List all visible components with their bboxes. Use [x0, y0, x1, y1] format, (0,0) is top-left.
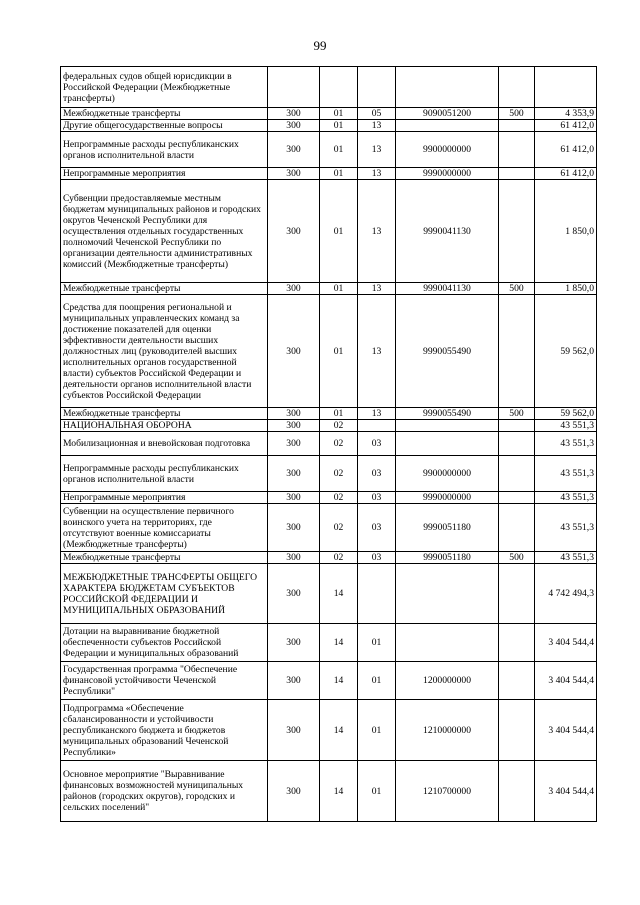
section-code: 01: [320, 283, 358, 295]
subsection-code: 13: [358, 132, 396, 168]
target-code: [396, 67, 499, 108]
amount: 3 404 544,4: [535, 761, 597, 822]
expense-type-code: 500: [499, 552, 535, 564]
amount: 43 551,3: [535, 492, 597, 504]
section-code: 14: [320, 761, 358, 822]
amount: 3 404 544,4: [535, 624, 597, 662]
ministry-code: 300: [268, 108, 320, 120]
target-code: [396, 120, 499, 132]
amount: 43 551,3: [535, 420, 597, 432]
table-row: [61, 432, 597, 456]
subsection-code: 13: [358, 283, 396, 295]
row-name: Другие общегосударственные вопросы: [61, 120, 268, 132]
subsection-code: 01: [358, 624, 396, 662]
section-code: 01: [320, 120, 358, 132]
expense-type-code: [499, 180, 535, 283]
row-name: Государственная программа "Обеспечение финансовой устойчивости Чеченской Республики": [61, 662, 268, 700]
section-code: 01: [320, 295, 358, 408]
ministry-code: 300: [268, 552, 320, 564]
amount: 43 551,3: [535, 456, 597, 492]
budget-table: [60, 66, 597, 822]
target-code: 1210700000: [396, 761, 499, 822]
expense-type-code: [499, 67, 535, 108]
table-row: [61, 492, 597, 504]
table-row: [61, 180, 597, 283]
target-code: 9900000000: [396, 456, 499, 492]
table-row: [61, 456, 597, 492]
section-code: 01: [320, 132, 358, 168]
amount: 1 850,0: [535, 283, 597, 295]
subsection-code: 03: [358, 552, 396, 564]
ministry-code: 300: [268, 456, 320, 492]
expense-type-code: 500: [499, 408, 535, 420]
amount: 59 562,0: [535, 408, 597, 420]
table-row: [61, 108, 597, 120]
ministry-code: 300: [268, 180, 320, 283]
amount: 43 551,3: [535, 552, 597, 564]
row-name: Межбюджетные трансферты: [61, 408, 268, 420]
row-name: Непрограммные расходы республиканских органов исполнительной власти: [61, 132, 268, 168]
expense-type-code: [499, 132, 535, 168]
amount: 61 412,0: [535, 168, 597, 180]
table-row: [61, 168, 597, 180]
section-code: 02: [320, 456, 358, 492]
amount: 4 742 494,3: [535, 564, 597, 624]
row-name: Основное мероприятие "Выравнивание финансовых возможностей муниципальных районов (городских округов), городских и сельских поселений": [61, 761, 268, 822]
section-code: 02: [320, 432, 358, 456]
section-code: 14: [320, 624, 358, 662]
section-code: 02: [320, 492, 358, 504]
table-row: [61, 120, 597, 132]
table-row: [61, 67, 597, 108]
subsection-code: [358, 564, 396, 624]
subsection-code: 03: [358, 492, 396, 504]
target-code: 9990055490: [396, 408, 499, 420]
amount: [535, 67, 597, 108]
subsection-code: 03: [358, 456, 396, 492]
expense-type-code: 500: [499, 108, 535, 120]
table-row: [61, 761, 597, 822]
expense-type-code: [499, 700, 535, 761]
ministry-code: 300: [268, 408, 320, 420]
target-code: 9990041130: [396, 180, 499, 283]
section-code: 02: [320, 420, 358, 432]
amount: 43 551,3: [535, 432, 597, 456]
subsection-code: 13: [358, 180, 396, 283]
target-code: 9900000000: [396, 132, 499, 168]
expense-type-code: [499, 432, 535, 456]
table-row: [61, 420, 597, 432]
target-code: 1210000000: [396, 700, 499, 761]
subsection-code: 03: [358, 504, 396, 552]
amount: 61 412,0: [535, 120, 597, 132]
amount: 1 850,0: [535, 180, 597, 283]
expense-type-code: [499, 168, 535, 180]
expense-type-code: [499, 761, 535, 822]
subsection-code: 01: [358, 761, 396, 822]
ministry-code: 300: [268, 168, 320, 180]
ministry-code: 300: [268, 120, 320, 132]
ministry-code: 300: [268, 624, 320, 662]
target-code: 9090051200: [396, 108, 499, 120]
row-name: Межбюджетные трансферты: [61, 552, 268, 564]
expense-type-code: [499, 120, 535, 132]
target-code: [396, 420, 499, 432]
expense-type-code: 500: [499, 283, 535, 295]
amount: 3 404 544,4: [535, 700, 597, 761]
target-code: 9990000000: [396, 168, 499, 180]
ministry-code: 300: [268, 432, 320, 456]
table-row: [61, 408, 597, 420]
row-name: Дотации на выравнивание бюджетной обеспеченности субъектов Российской Федерации и муниципальных образований: [61, 624, 268, 662]
subsection-code: 13: [358, 295, 396, 408]
row-name: Межбюджетные трансферты: [61, 108, 268, 120]
ministry-code: 300: [268, 132, 320, 168]
expense-type-code: [499, 504, 535, 552]
ministry-code: 300: [268, 420, 320, 432]
expense-type-code: [499, 662, 535, 700]
ministry-code: 300: [268, 492, 320, 504]
ministry-code: 300: [268, 295, 320, 408]
row-name: Мобилизационная и вневойсковая подготовка: [61, 432, 268, 456]
table-row: [61, 624, 597, 662]
row-name: Межбюджетные трансферты: [61, 283, 268, 295]
subsection-code: 13: [358, 120, 396, 132]
subsection-code: [358, 67, 396, 108]
amount: 59 562,0: [535, 295, 597, 408]
subsection-code: 13: [358, 168, 396, 180]
table-row: [61, 295, 597, 408]
subsection-code: 05: [358, 108, 396, 120]
target-code: 9990051180: [396, 552, 499, 564]
target-code: [396, 624, 499, 662]
target-code: 9990051180: [396, 504, 499, 552]
section-code: 02: [320, 552, 358, 564]
section-code: 14: [320, 700, 358, 761]
expense-type-code: [499, 624, 535, 662]
table-row: [61, 700, 597, 761]
section-code: 01: [320, 408, 358, 420]
row-name: Субвенции предоставляемые местным бюджетам муниципальных районов и городских округов Чеченской Республики для осуществления отдельных государственных полномочий Чеченской Республики по организации деятельности административных комиссий (Межбюджетные трансферты): [61, 180, 268, 283]
amount: 61 412,0: [535, 132, 597, 168]
target-code: 9990041130: [396, 283, 499, 295]
amount: 3 404 544,4: [535, 662, 597, 700]
subsection-code: 03: [358, 432, 396, 456]
row-name: Непрограммные мероприятия: [61, 168, 268, 180]
amount: 43 551,3: [535, 504, 597, 552]
target-code: 9990055490: [396, 295, 499, 408]
expense-type-code: [499, 564, 535, 624]
row-name: НАЦИОНАЛЬНАЯ ОБОРОНА: [61, 420, 268, 432]
subsection-code: 01: [358, 662, 396, 700]
table-row: [61, 552, 597, 564]
amount: 4 353,9: [535, 108, 597, 120]
table-row: [61, 132, 597, 168]
table-row: [61, 564, 597, 624]
row-name: МЕЖБЮДЖЕТНЫЕ ТРАНСФЕРТЫ ОБЩЕГО ХАРАКТЕРА БЮДЖЕТАМ СУБЪЕКТОВ РОССИЙСКОЙ ФЕДЕРАЦИИ И МУНИЦИПАЛЬНЫХ ОБРАЗОВАНИЙ: [61, 564, 268, 624]
expense-type-code: [499, 456, 535, 492]
ministry-code: 300: [268, 504, 320, 552]
row-name: Средства для поощрения региональной и муниципальных управленческих команд за достижение показателей для оценки эффективности деятельности высших должностных лиц (руководителей высших исполнительных органов государственной власти) субъектов Российской Федерации и деятельности органов исполнительной власти субъектов Российской Федерации: [61, 295, 268, 408]
expense-type-code: [499, 420, 535, 432]
section-code: 01: [320, 168, 358, 180]
row-name: Непрограммные мероприятия: [61, 492, 268, 504]
expense-type-code: [499, 295, 535, 408]
expense-type-code: [499, 492, 535, 504]
ministry-code: [268, 67, 320, 108]
table-row: [61, 283, 597, 295]
row-name: Подпрограмма «Обеспечение сбалансированности и устойчивости республиканского бюджета и бюджетов муниципальных образований Чеченской Республики»: [61, 700, 268, 761]
table-row: [61, 504, 597, 552]
row-name: Субвенции на осуществление первичного воинского учета на территориях, где отсутствуют военные комиссариаты (Межбюджетные трансферты): [61, 504, 268, 552]
page-number: 99: [313, 38, 327, 53]
ministry-code: 300: [268, 662, 320, 700]
ministry-code: 300: [268, 761, 320, 822]
subsection-code: [358, 420, 396, 432]
target-code: [396, 432, 499, 456]
target-code: 9990000000: [396, 492, 499, 504]
section-code: 14: [320, 564, 358, 624]
section-code: 14: [320, 662, 358, 700]
section-code: 02: [320, 504, 358, 552]
subsection-code: 01: [358, 700, 396, 761]
ministry-code: 300: [268, 564, 320, 624]
section-code: [320, 67, 358, 108]
target-code: [396, 564, 499, 624]
section-code: 01: [320, 108, 358, 120]
ministry-code: 300: [268, 283, 320, 295]
table-row: [61, 662, 597, 700]
ministry-code: 300: [268, 700, 320, 761]
row-name: федеральных судов общей юрисдикции в Российской Федерации (Межбюджетные трансферты): [61, 67, 268, 108]
section-code: 01: [320, 180, 358, 283]
target-code: 1200000000: [396, 662, 499, 700]
subsection-code: 13: [358, 408, 396, 420]
row-name: Непрограммные расходы республиканских органов исполнительной власти: [61, 456, 268, 492]
